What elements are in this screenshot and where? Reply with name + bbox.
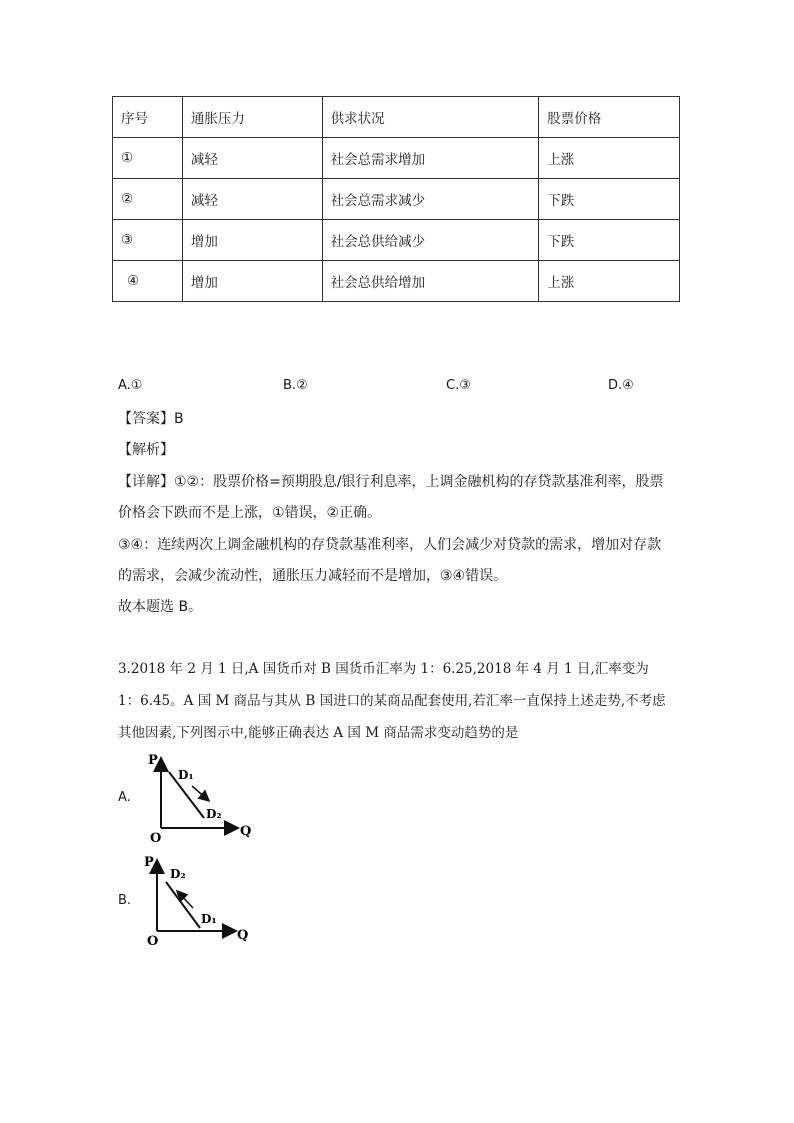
table-row bbox=[113, 220, 680, 261]
table-row bbox=[113, 138, 680, 179]
analysis-tag: 【解析】 bbox=[118, 442, 174, 458]
option-text: ④ bbox=[622, 378, 634, 393]
table-cell: 减轻 bbox=[182, 179, 322, 220]
origin-label: O bbox=[147, 934, 159, 948]
question3-line-1: 3.2018 年 2 月 1 日,A 国货币对 B 国货币汇率为 1：6.25,2018 年 4 月 1 日,汇率变为 bbox=[118, 661, 649, 677]
option-text: ① bbox=[130, 378, 143, 393]
header-cell: 供求状况 bbox=[322, 97, 539, 138]
detail-line-1 bbox=[118, 471, 664, 491]
table-cell: ① bbox=[113, 138, 183, 179]
table-cell: 社会总需求增加 bbox=[322, 138, 539, 179]
option-b bbox=[283, 378, 308, 393]
option-text: ③ bbox=[459, 378, 471, 393]
table-cell: 下跌 bbox=[539, 179, 680, 220]
detail-line-2: 价格会下跌而不是上涨，①错误，②正确。 bbox=[118, 505, 382, 521]
table-cell: 上涨 bbox=[539, 261, 680, 302]
detail-tag: 【详解】 bbox=[118, 474, 174, 490]
table-cell: 增加 bbox=[182, 261, 322, 302]
table-cell: 社会总供给减少 bbox=[322, 220, 539, 261]
table-header-row bbox=[113, 97, 680, 138]
table-cell: 增加 bbox=[182, 220, 322, 261]
curve-end-label: D₁ bbox=[201, 912, 217, 926]
header-cell: 序号 bbox=[113, 97, 183, 138]
q-axis-label: Q bbox=[237, 928, 249, 943]
answer-tag: 【答案】 bbox=[118, 411, 174, 427]
curve-start-label: D₂ bbox=[170, 867, 186, 881]
question3-line-3: 其他因素,下列图示中,能够正确表达 A 国 M 商品需求变动趋势的是 bbox=[118, 725, 519, 741]
option-letter: B. bbox=[283, 378, 297, 393]
header-cell: 股票价格 bbox=[539, 97, 680, 138]
curve-start-label: D₁ bbox=[178, 768, 194, 782]
p-axis-label: P bbox=[148, 753, 158, 768]
table-cell: 社会总需求减少 bbox=[322, 179, 539, 220]
table-cell: 社会总供给增加 bbox=[322, 261, 539, 302]
detail-line-3: ③④：连续两次上调金融机构的存贷款基准利率，人们会减少对贷款的需求，增加对存款 bbox=[118, 537, 662, 553]
answer-line bbox=[118, 408, 184, 428]
figure-a-label: A. bbox=[118, 790, 131, 805]
figure-a-demand-graph bbox=[140, 748, 260, 843]
shift-arrow bbox=[192, 786, 208, 800]
detail-line-5: 故本题选 B。 bbox=[118, 599, 203, 615]
demand-curve bbox=[166, 882, 200, 928]
option-letter: D. bbox=[608, 378, 623, 393]
answer-table bbox=[112, 96, 680, 302]
table-cell: 下跌 bbox=[539, 220, 680, 261]
option-a bbox=[118, 378, 142, 393]
table-cell: ③ bbox=[113, 220, 183, 261]
table-row bbox=[113, 261, 680, 302]
detail-line-4: 的需求，会减少流动性，通胀压力减轻而不是增加，③④错误。 bbox=[118, 568, 508, 584]
table-cell: ② bbox=[113, 179, 183, 220]
option-letter: C. bbox=[446, 378, 460, 393]
option-letter: A. bbox=[118, 378, 131, 393]
table-cell: 上涨 bbox=[539, 138, 680, 179]
option-text: ② bbox=[296, 378, 308, 393]
detail-text: ①②：股票价格=预期股息/银行利息率，上调金融机构的存贷款基准利率，股票 bbox=[174, 474, 664, 490]
option-d bbox=[608, 378, 634, 393]
curve-end-label: D₂ bbox=[206, 807, 222, 821]
figure-b-label: B. bbox=[118, 893, 132, 908]
question3-line-2: 1：6.45。A 国 M 商品与其从 B 国进口的某商品配套使用,若汇率一直保持上述走势,不考虑 bbox=[118, 693, 666, 709]
table-row bbox=[113, 179, 680, 220]
origin-label: O bbox=[150, 831, 162, 843]
option-c bbox=[446, 378, 471, 393]
figure-b-demand-graph bbox=[140, 850, 260, 948]
header-cell: 通胀压力 bbox=[182, 97, 322, 138]
q-axis-label: Q bbox=[240, 824, 252, 839]
table-cell: 减轻 bbox=[182, 138, 322, 179]
p-axis-label: P bbox=[144, 855, 154, 870]
answer-value: B bbox=[174, 411, 184, 427]
table-cell: ④ bbox=[113, 261, 183, 302]
